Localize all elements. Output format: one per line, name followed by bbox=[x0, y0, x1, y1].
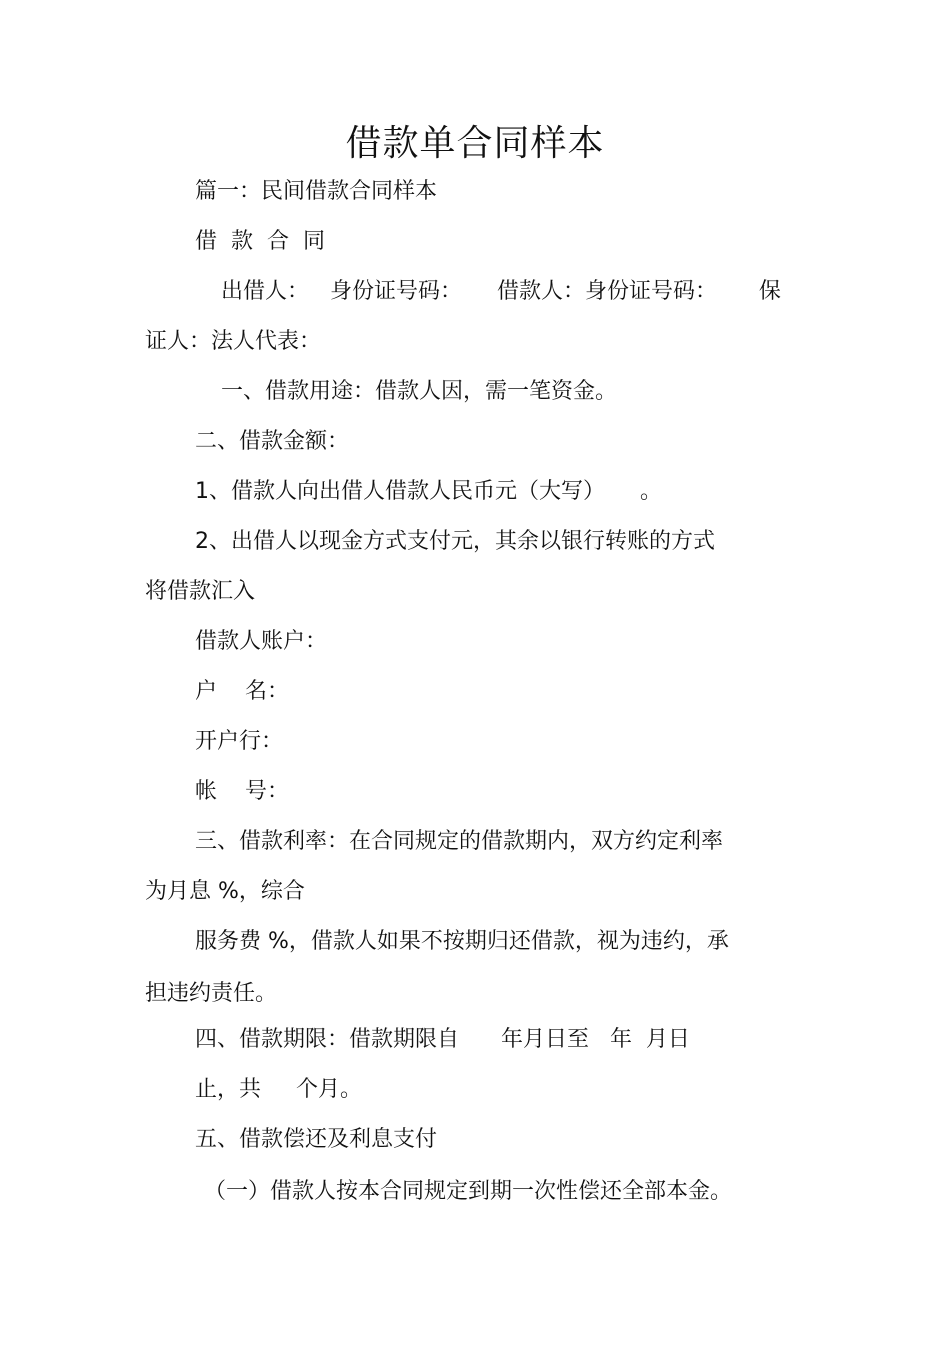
clause-amount-item-2-continued: 将借款汇入 bbox=[145, 579, 256, 604]
clause-service-fee-continued: 担违约责任。 bbox=[145, 981, 278, 1006]
clause-repayment-heading: 五、借款偿还及利息支付 bbox=[195, 1127, 438, 1152]
parties-line: 出借人： 身份证号码： 借款人：身份证号码： 保 bbox=[221, 279, 781, 304]
clause-amount-item-1: 1、借款人向出借人借款人民币元（大写） 。 bbox=[195, 479, 662, 504]
clause-service-fee: 服务费 %，借款人如果不按期归还借款，视为违约，承 bbox=[195, 929, 729, 954]
clause-term: 四、借款期限：借款期限自 年月日至 年 月日 bbox=[195, 1027, 690, 1052]
account-name-label: 户 名： bbox=[195, 679, 289, 704]
clause-term-continued: 止，共 个月。 bbox=[195, 1077, 362, 1102]
clause-purpose: 一、借款用途：借款人因，需一笔资金。 bbox=[221, 379, 618, 404]
section-heading-part-one: 篇一：民间借款合同样本 bbox=[195, 179, 438, 204]
bank-label: 开户行： bbox=[195, 729, 284, 754]
borrower-account-label: 借款人账户： bbox=[195, 629, 328, 654]
contract-heading: 借 款 合 同 bbox=[195, 229, 325, 254]
clause-interest-continued: 为月息 %，综合 bbox=[145, 879, 305, 904]
clause-repayment-item-1: （一）借款人按本合同规定到期一次性偿还全部本金。 bbox=[204, 1179, 733, 1204]
parties-line-continued: 证人：法人代表： bbox=[145, 329, 322, 354]
clause-interest: 三、借款利率：在合同规定的借款期内，双方约定利率 bbox=[195, 829, 724, 854]
account-number-label: 帐 号： bbox=[195, 779, 289, 804]
document-title: 借款单合同样本 bbox=[345, 123, 605, 164]
clause-amount-item-2: 2、出借人以现金方式支付元，其余以银行转账的方式 bbox=[195, 529, 715, 554]
clause-amount-heading: 二、借款金额： bbox=[195, 429, 350, 454]
